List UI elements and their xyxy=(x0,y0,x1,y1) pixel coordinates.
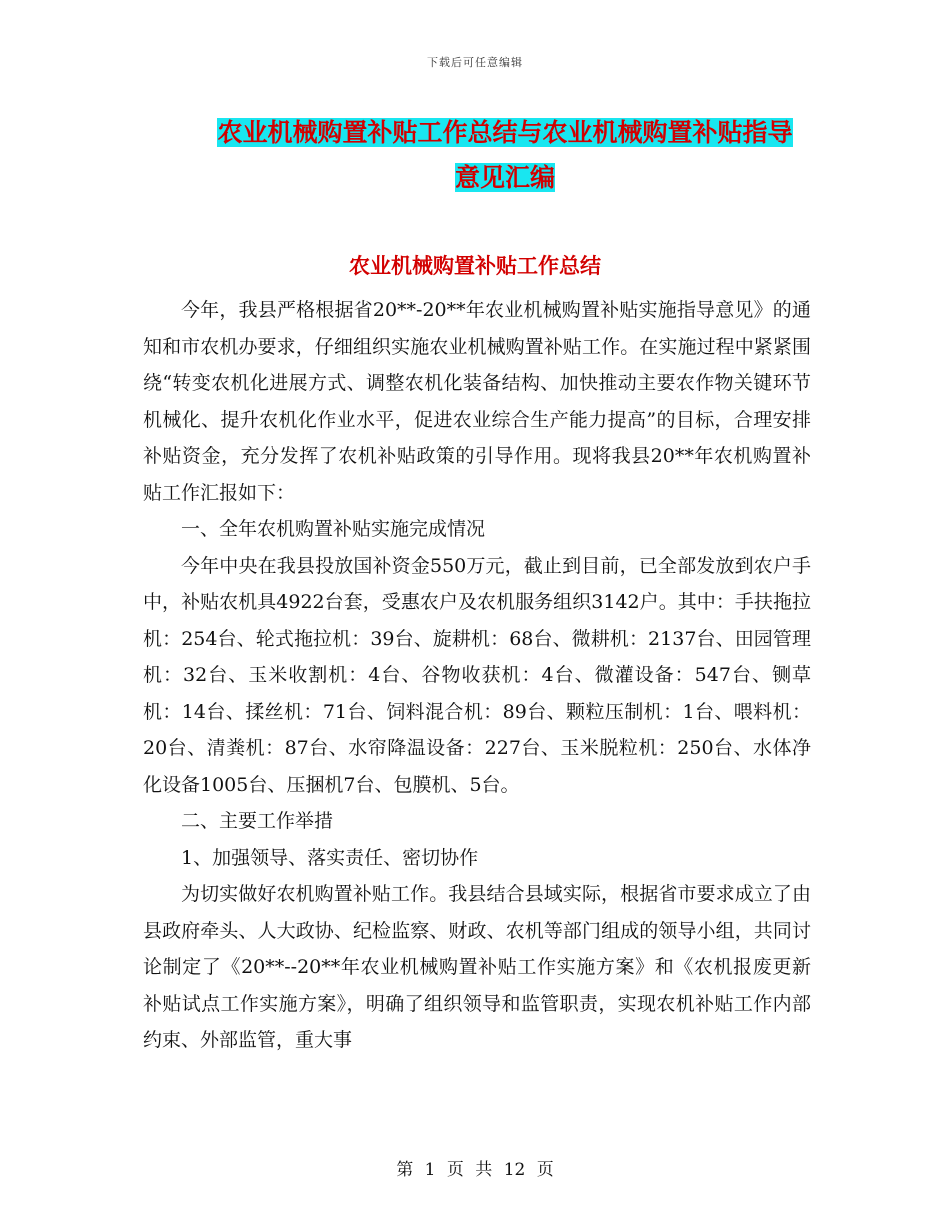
section-title: 农业机械购置补贴工作总结 xyxy=(349,254,601,278)
document-title-line1: 农业机械购置补贴工作总结与农业机械购置补贴指导 xyxy=(217,118,793,147)
document-title xyxy=(140,110,870,200)
paragraph-intro: 今年，我县严格根据省20**-20**年农业机械购置补贴实施指导意见》的通知和市农机办要求，仔细组织实施农业机械购置补贴工作。在实施过程中紧紧围绕“转变农机化进展方式、调整农机化装备结构、加快推动主要农作物关键环节机械化、提升农机化作业水平，促进农业综合生产能力提高”的目标，合理安排补贴资金，充分发挥了农机补贴政策的引导作用。现将我县20**年农机购置补贴工作汇报如下： xyxy=(143,299,811,504)
document-title-line2: 意见汇编 xyxy=(454,163,555,192)
paragraph-leadership: 为切实做好农机购置补贴工作。我县结合县域实际，根据省市要求成立了由县政府牵头、人大政协、纪检监察、财政、农机等部门组成的领导小组，共同讨论制定了《20**--20**年农业机械购置补贴工作实施方案》和《农机报废更新补贴试点工作实施方案》，明确了组织领导和监管职责，实现农机补贴工作内部约束、外部监管，重大事 xyxy=(143,883,811,1051)
heading-completion-status: 一、全年农机购置补贴实施完成情况 xyxy=(181,518,486,540)
paragraph-completion-details: 今年中央在我县投放国补资金550万元，截止到目前，已全部发放到农户手中，补贴农机具4922台套，受惠农户及农机服务组织3142户。其中：手扶拖拉机：254台、轮式拖拉机：39台、旋耕机：68台、微耕机：2137台、田园管理机：32台、玉米收割机：4台、谷物收获机：4台、微灌设备：547台、铡草机：14台、揉丝机：71台、饲料混合机：89台、颗粒压制机：1台、喂料机：20台、清粪机：87台、水帘降温设备：227台、玉米脱粒机：250台、水体净化设备1005台、压捆机7台、包膜机、5台。 xyxy=(143,554,811,796)
body-text xyxy=(143,292,811,1059)
heading-main-measures: 二、主要工作举措 xyxy=(181,810,334,832)
page-number-footer: 第 1 页 共 12 页 xyxy=(396,1160,554,1180)
subheading-leadership: 1、加强领导、落实责任、密切协作 xyxy=(181,846,479,869)
header-note: 下载后可任意编辑 xyxy=(427,56,523,69)
